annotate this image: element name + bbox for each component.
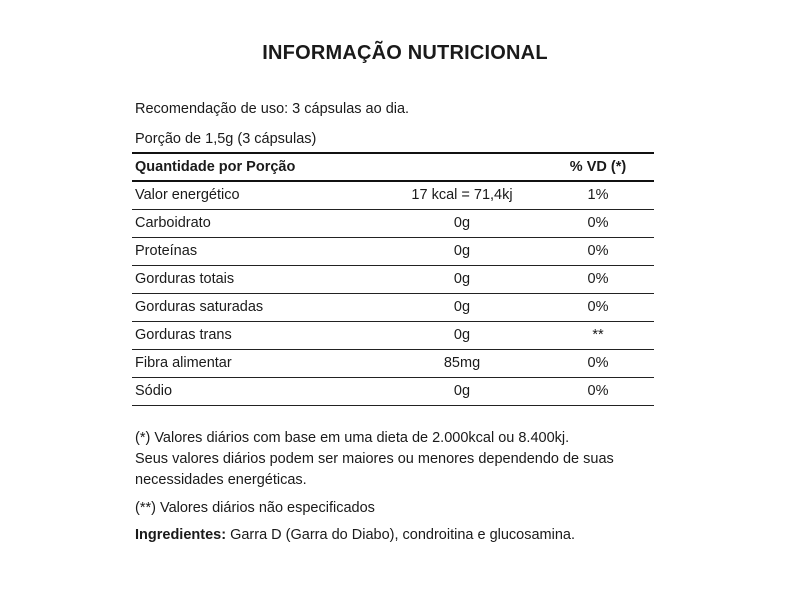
nutrient-vd: 0% bbox=[587, 355, 609, 371]
table-row bbox=[132, 182, 654, 210]
serving-size: Porção de 1,5g (3 cápsulas) bbox=[135, 131, 317, 147]
nutrition-table bbox=[132, 152, 654, 406]
nutrient-quantity: 0g bbox=[453, 215, 471, 231]
nutrient-quantity: 0g bbox=[453, 327, 471, 343]
nutrient-vd: 0% bbox=[587, 243, 609, 259]
header-quantity-label: Quantidade por Porção bbox=[135, 159, 296, 175]
nutrient-name: Gorduras saturadas bbox=[135, 299, 264, 315]
nutrient-vd: 0% bbox=[587, 383, 609, 399]
nutrient-vd: 0% bbox=[587, 215, 609, 231]
nutrient-vd: 1% bbox=[587, 187, 609, 203]
nutrient-vd: 0% bbox=[587, 271, 609, 287]
nutrient-name: Carboidrato bbox=[135, 215, 211, 231]
nutrient-vd: ** bbox=[592, 327, 604, 343]
table-row bbox=[132, 266, 654, 294]
nutrient-name: Proteínas bbox=[135, 243, 198, 259]
table-row bbox=[132, 322, 654, 350]
nutrient-name: Sódio bbox=[135, 383, 173, 399]
nutrient-name: Fibra alimentar bbox=[135, 355, 232, 371]
nutrient-quantity: 0g bbox=[453, 383, 471, 399]
table-row bbox=[132, 294, 654, 322]
nutrient-name: Gorduras totais bbox=[135, 271, 235, 287]
unspecified-values-note: (**) Valores diários não especificados bbox=[135, 500, 375, 516]
nutrient-quantity: 0g bbox=[453, 243, 471, 259]
daily-values-line: (*) Valores diários com base em uma dieta de 2.000kcal ou 8.400kj. bbox=[135, 430, 570, 446]
page-title: INFORMAÇÃO NUTRICIONAL bbox=[262, 42, 548, 64]
nutrient-name: Valor energético bbox=[135, 187, 240, 203]
header-vd-label: % VD (*) bbox=[569, 159, 627, 175]
daily-values-line: necessidades energéticas. bbox=[135, 472, 307, 488]
usage-recommendation: Recomendação de uso: 3 cápsulas ao dia. bbox=[135, 101, 410, 117]
daily-values-line: Seus valores diários podem ser maiores ou menores dependendo de suas bbox=[135, 451, 614, 467]
nutrient-quantity: 0g bbox=[453, 271, 471, 287]
table-header-row bbox=[132, 154, 654, 182]
table-row bbox=[132, 210, 654, 238]
nutrient-quantity: 0g bbox=[453, 299, 471, 315]
daily-values-note bbox=[135, 428, 614, 491]
table-row bbox=[132, 238, 654, 266]
table-row bbox=[132, 350, 654, 378]
ingredients-line bbox=[135, 527, 575, 543]
ingredients-text: Garra D (Garra do Diabo), condroitina e glucosamina. bbox=[226, 527, 576, 543]
table-row bbox=[132, 378, 654, 406]
nutrient-quantity: 17 kcal = 71,4kj bbox=[411, 187, 513, 203]
ingredients-label: Ingredientes: bbox=[135, 527, 227, 543]
nutrient-name: Gorduras trans bbox=[135, 327, 232, 343]
nutrient-quantity: 85mg bbox=[443, 355, 481, 371]
nutrient-vd: 0% bbox=[587, 299, 609, 315]
